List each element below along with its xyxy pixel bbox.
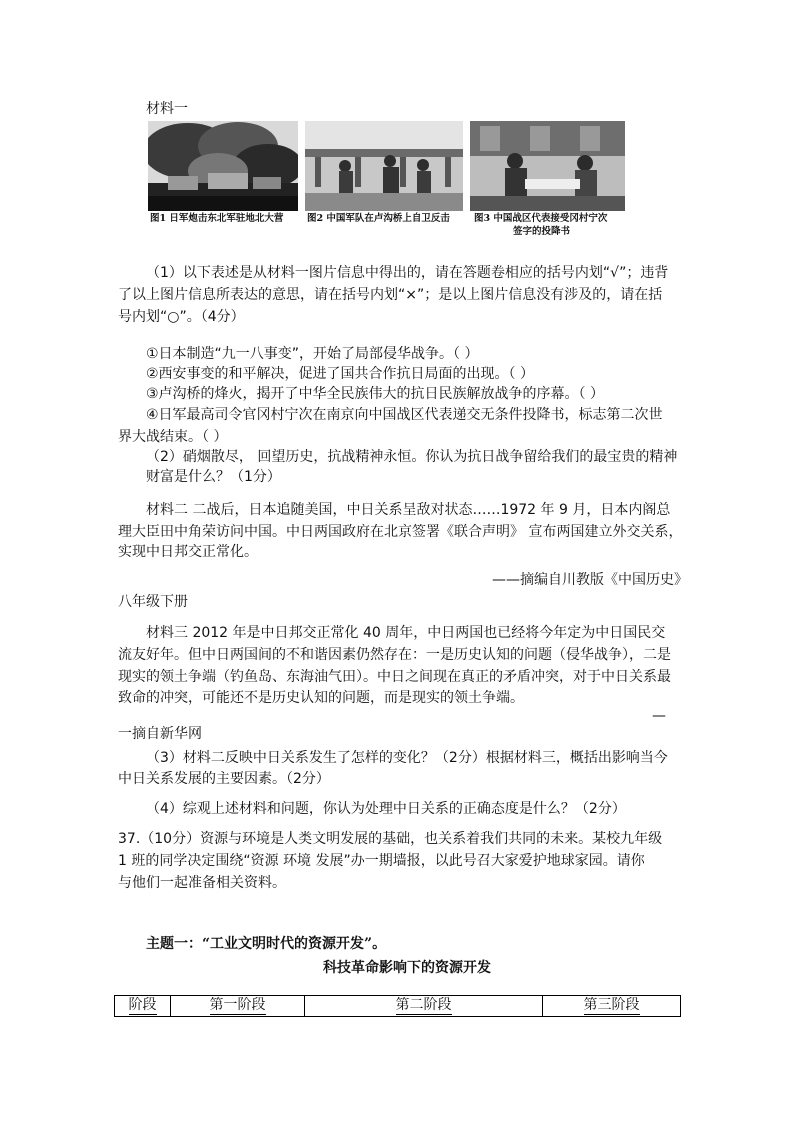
table-header-cell (171, 996, 305, 1017)
material-3-dash: — (652, 708, 666, 724)
table-header-label: 第一阶段 (209, 997, 266, 1013)
table-header-cell (115, 996, 171, 1017)
question-4-line: （4）综观上述材料和问题，你认为处理中日关系的正确态度是什么？（2分） (146, 801, 626, 817)
statement-4: ④日军最高司令官冈村宁次在南京向中国战区代表递交无条件投降书，标志第二次世 (146, 407, 663, 423)
statement-1: ①日本制造“九一八事变”，开始了局部侵华战争。（ ） (146, 346, 479, 362)
material-2-line: 理大臣田中角荣访问中国。中日两国政府在北京签署《联合声明》 宣布两国建立外交关系， (118, 524, 683, 540)
table-header-cell (305, 996, 543, 1017)
soldiers-bridge-icon (305, 121, 463, 211)
question-37-line: 37.（10分）资源与环境是人类文明发展的基础，也关系着我们共同的未来。某校九年级 (118, 831, 663, 847)
question-2-line: （2）硝烟散尽， 回望历史，抗战精神永恒。你认为抗日战争留给我们的最宝贵的精神 (146, 449, 678, 465)
photo-caption-line2: 签字的投降书 (513, 226, 571, 237)
material-2-source: ——摘编自川教版《中国历史》 (492, 572, 688, 588)
material-3-line: 材料三 2012 年是中日邦交正常化 40 周年，中日两国也已经将今年定为中日国民交 (146, 625, 666, 641)
stage-table (114, 995, 681, 1017)
question-1-line: （1）以下表述是从材料一图片信息中得出的，请在答题卷相应的括号内划“√”；违背 (146, 265, 669, 281)
table-row (115, 996, 681, 1017)
material1-label: 材料一 (146, 101, 188, 117)
question-37-line: 1 班的同学决定围绕“资源 环境 发展”办一期墙报，以此号召大家爱护地球家园。请你 (118, 853, 645, 869)
surrender-signing-icon (470, 121, 625, 211)
table-header-label: 第二阶段 (395, 997, 452, 1013)
question-1-line: 号内划“○”。（4分） (118, 309, 245, 325)
table-header-label: 阶段 (128, 997, 157, 1013)
question-3-line: 中日关系发展的主要因素。（2分） (118, 771, 330, 787)
material-2-source-cont: 八年级下册 (118, 594, 188, 610)
photo-caption: 图1 日军炮击东北军驻地北大营 (150, 213, 284, 224)
question-1-line: 了以上图片信息所表达的意思，请在括号内划“×”；是以上图片信息没有涉及的，请在括 (118, 287, 663, 303)
table-title: 科技革命影响下的资源开发 (323, 960, 491, 976)
theme-1-heading: 主题一：“工业文明时代的资源开发”。 (146, 936, 387, 952)
material-2-line: 材料二 二战后，日本追随美国，中日关系呈敌对状态……1972 年 9 月，日本内阁总 (146, 502, 671, 518)
material-3-line: 现实的领土争端（钓鱼岛、东海油气田）。中日之间现在真正的矛盾冲突，对于中日关系最 (118, 669, 671, 685)
surrender-signing-photo (470, 121, 625, 211)
table-header-cell (543, 996, 681, 1017)
question-37-line: 与他们一起准备相关资料。 (118, 875, 286, 891)
soldiers-bridge-photo (305, 121, 463, 211)
photo-caption: 图3 中国战区代表接受冈村宁次 (474, 213, 608, 224)
material-3-line: 流友好年。但中日两国间的不和谐因素仍然存在：一是历史认知的问题（侵华战争），二是 (118, 647, 671, 663)
statement-2: ②西安事变的和平解决，促进了国共合作抗日局面的出现。（ ） (146, 366, 534, 382)
photo-caption: 图2 中国军队在卢沟桥上自卫反击 (307, 213, 450, 224)
material-2-line: 实现中日邦交正常化。 (118, 544, 258, 560)
question-2-line: 财富是什么？（1分） (146, 469, 281, 485)
material-3-source: 一摘自新华网 (118, 726, 202, 742)
smoke-explosion-photo (148, 121, 298, 211)
statement-4-cont: 界大战结束。（ ） (118, 429, 228, 445)
question-3-line: （3）材料二反映中日关系发生了怎样的变化？（2分）根据材料三，概括出影响当今 (146, 750, 668, 766)
statement-3: ③卢沟桥的烽火，揭开了中华全民族伟大的抗日民族解放战争的序幕。（ ） (146, 386, 604, 402)
smoke-explosion-icon (148, 121, 298, 211)
material-3-line: 致命的冲突，可能还不是历史认知的问题，而是现实的领土争端。 (118, 690, 524, 706)
table-header-label: 第三阶段 (583, 997, 640, 1013)
